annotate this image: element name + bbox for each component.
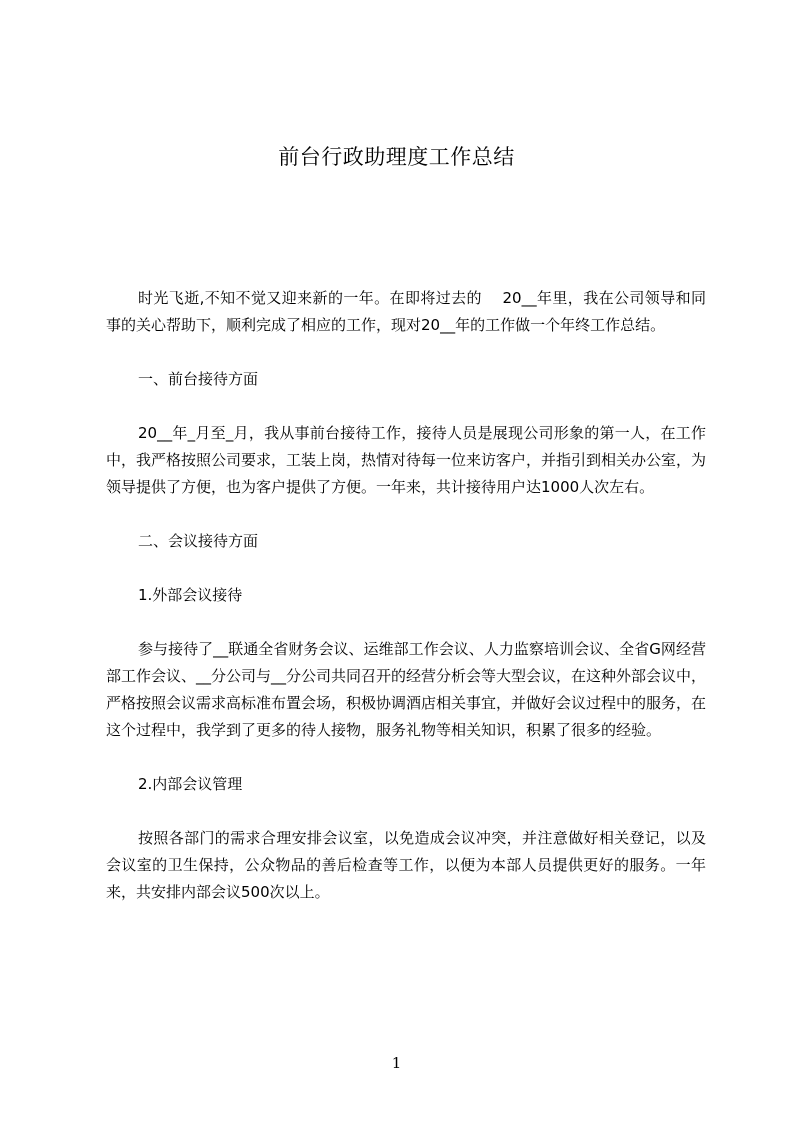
subheading-internal-meetings: 2.内部会议管理 [138, 775, 243, 793]
section-heading-meetings: 二、会议接待方面 [138, 532, 259, 550]
paragraph-spacer [106, 798, 706, 825]
section-heading-reception: 一、前台接待方面 [138, 370, 259, 388]
paragraph-spacer [106, 393, 706, 420]
paragraph-spacer [106, 555, 706, 582]
paragraph-spacer [106, 501, 706, 528]
document-body [106, 285, 706, 906]
external-meetings-paragraph: 参与接待了__联通全省财务会议、运维部工作会议、人力监察培训会议、全省G网经营部工作会议、__分公司与__分公司共同召开的经营分析会等大型会议，在这种外部会议中，严格按照会议需求高标准布置会场，积极协调酒店相关事宜，并做好会议过程中的服务，在这个过程中，我学到了更多的待人接物，服务礼物等相关知识，积累了很多的经验。 [106, 640, 707, 739]
reception-paragraph: 20__年_月至_月，我从事前台接待工作，接待人员是展现公司形象的第一人，在工作中，我严格按照公司要求，工装上岗，热情对待每一位来访客户，并指引到相关办公室，为领导提供了方便，也为客户提供了方便。一年来，共计接待用户达1000人次左右。 [106, 424, 707, 496]
paragraph-spacer [106, 609, 706, 636]
subheading-external-meetings: 1.外部会议接待 [138, 586, 243, 604]
page-number: 1 [391, 1054, 402, 1072]
paragraph-spacer [106, 744, 706, 771]
intro-paragraph: 时光飞逝,不知不觉又迎来新的一年。在即将过去的 20__年里，我在公司领导和同事的关心帮助下，顺利完成了相应的工作，现对20__年的工作做一个年终工作总结。 [106, 289, 706, 334]
internal-meetings-paragraph: 按照各部门的需求合理安排会议室，以免造成会议冲突，并注意做好相关登记，以及会议室的卫生保持，公众物品的善后检查等工作，以便为本部人员提供更好的服务。一年来，共安排内部会议500次以上。 [106, 829, 706, 901]
paragraph-spacer [106, 339, 706, 366]
document-title: 前台行政助理度工作总结 [278, 145, 515, 169]
